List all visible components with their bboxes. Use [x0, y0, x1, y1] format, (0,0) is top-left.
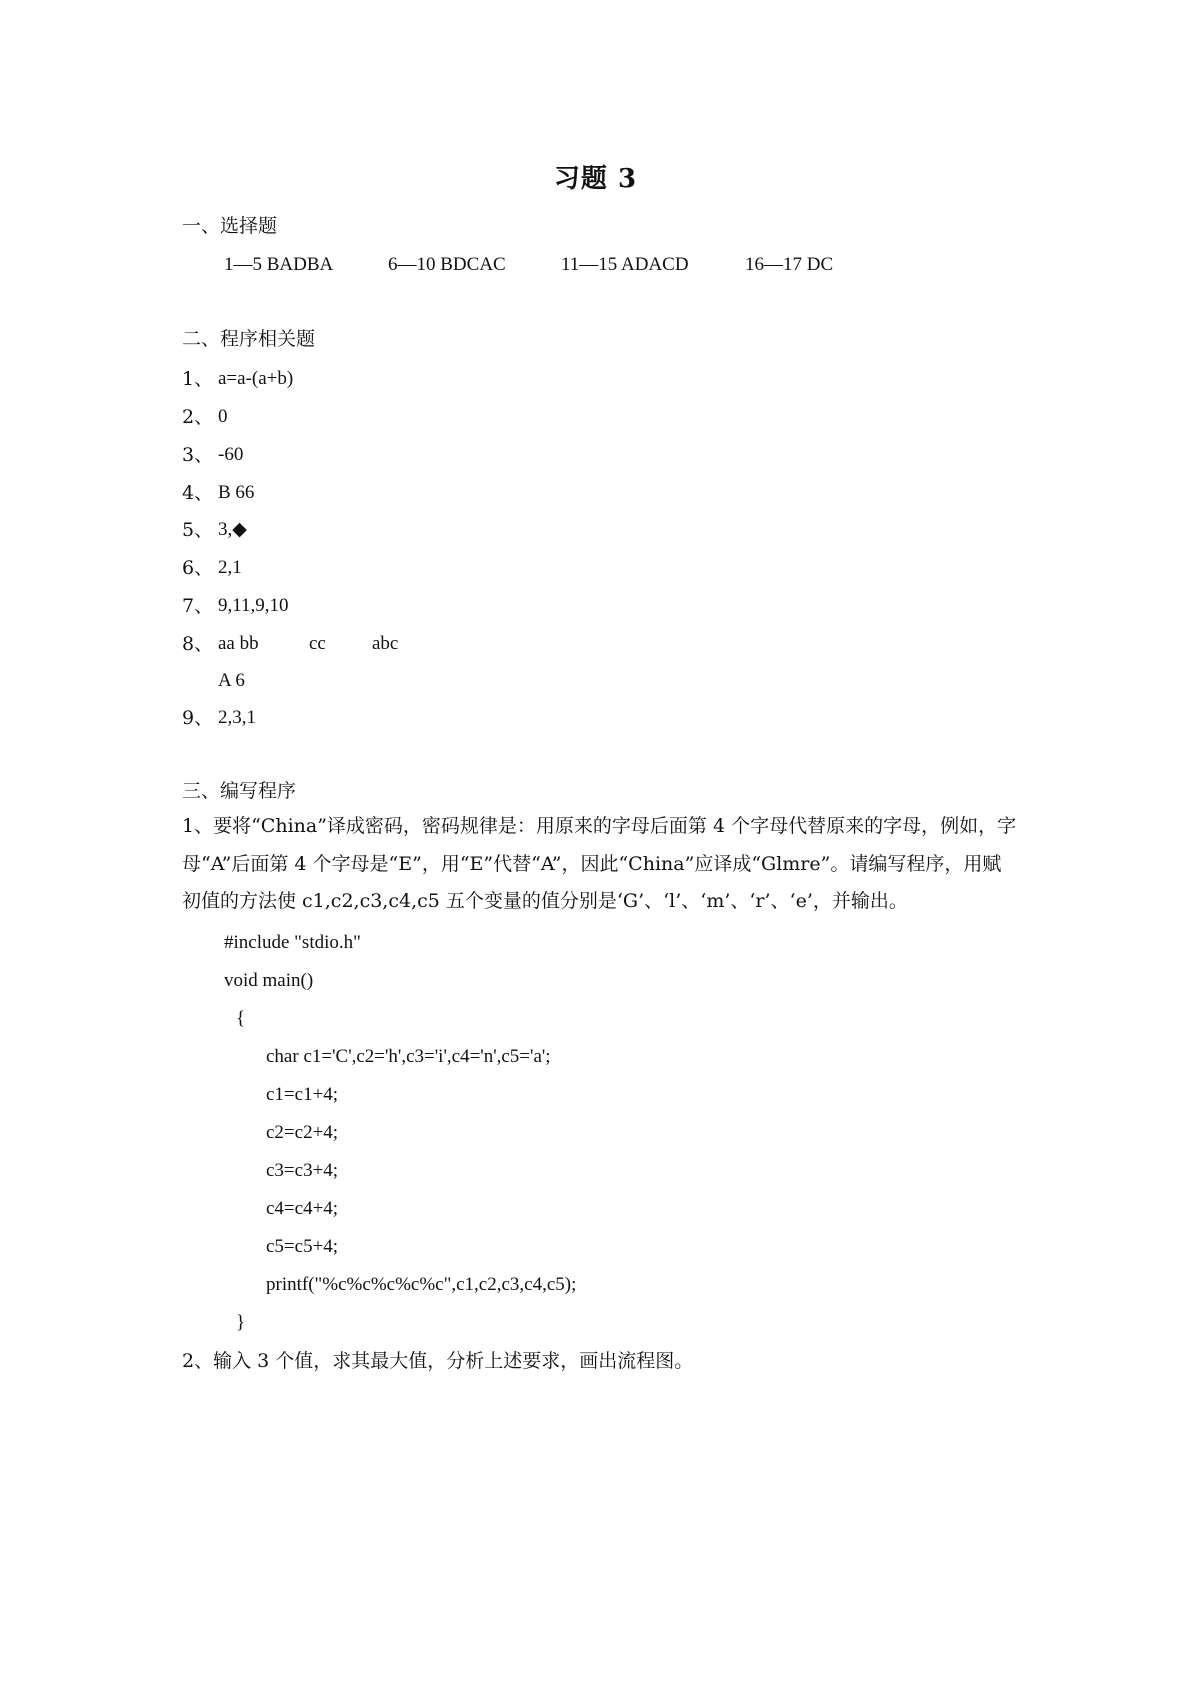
section-heading-choice: 一、选择题: [182, 215, 278, 237]
item-number: 8、: [182, 633, 214, 655]
code-line: c3=c3+4;: [266, 1160, 339, 1181]
item-number: 4、: [182, 482, 214, 504]
item-answer: a=a-(a+b): [218, 368, 294, 389]
section-heading-write: 三、编写程序: [182, 780, 297, 802]
question-1: 1、要将“China”译成密码，密码规律是：用原来的字母后面第 4 个字母代替原来的字母，例如，字母“A”后面第 4 个字母是“E”，用“E”代替“A”，因此“China”应译成“Glmre”。请编写程序，用赋初值的方法使 c1,c2,c3,c4,c5 五个变量的值分别是‘G’、‘l’、‘m’、‘r’、‘e’，并输出。: [182, 815, 1017, 912]
choice-answers-3: 11—15 ADACD: [561, 254, 689, 275]
choice-answers-4: 16—17 DC: [745, 254, 834, 275]
section-heading-program: 二、程序相关题: [182, 328, 316, 350]
item-answer-extra: abc: [372, 633, 399, 654]
choice-answers-2: 6—10 BDCAC: [388, 254, 506, 275]
item-answer: 9,11,9,10: [218, 595, 289, 616]
item-answer: A 6: [218, 670, 245, 691]
page-title: 习题 3: [553, 164, 638, 194]
code-line: c5=c5+4;: [266, 1236, 339, 1257]
item-answer-extra: cc: [309, 633, 326, 654]
code-line: void main(): [224, 970, 314, 991]
code-line: }: [236, 1312, 246, 1333]
code-line: c1=c1+4;: [266, 1084, 339, 1105]
code-line: c2=c2+4;: [266, 1122, 339, 1143]
choice-answers-1: 1—5 BADBA: [224, 254, 334, 275]
item-answer: 2,1: [218, 557, 242, 578]
item-answer: -60: [218, 444, 244, 465]
item-answer: 2,3,1: [218, 707, 256, 728]
item-number: 2、: [182, 406, 214, 428]
code-line: #include "stdio.h": [224, 932, 361, 953]
code-line: {: [236, 1008, 246, 1029]
item-number: 7、: [182, 595, 214, 617]
item-number: 9、: [182, 707, 214, 729]
item-number: 1、: [182, 368, 214, 390]
code-line: printf("%c%c%c%c%c",c1,c2,c3,c4,c5);: [266, 1274, 577, 1295]
item-number: 5、: [182, 519, 214, 541]
item-answer: 0: [218, 406, 228, 427]
item-number: 3、: [182, 444, 214, 466]
item-answer: aa bb: [218, 633, 259, 654]
item-number: 6、: [182, 557, 214, 579]
question-2: 2、输入 3 个值，求其最大值，分析上述要求，画出流程图。: [182, 1350, 694, 1372]
item-answer: B 66: [218, 482, 255, 503]
item-answer: 3,◆: [218, 519, 247, 540]
code-line: char c1='C',c2='h',c3='i',c4='n',c5='a';: [266, 1046, 551, 1067]
code-line: c4=c4+4;: [266, 1198, 339, 1219]
